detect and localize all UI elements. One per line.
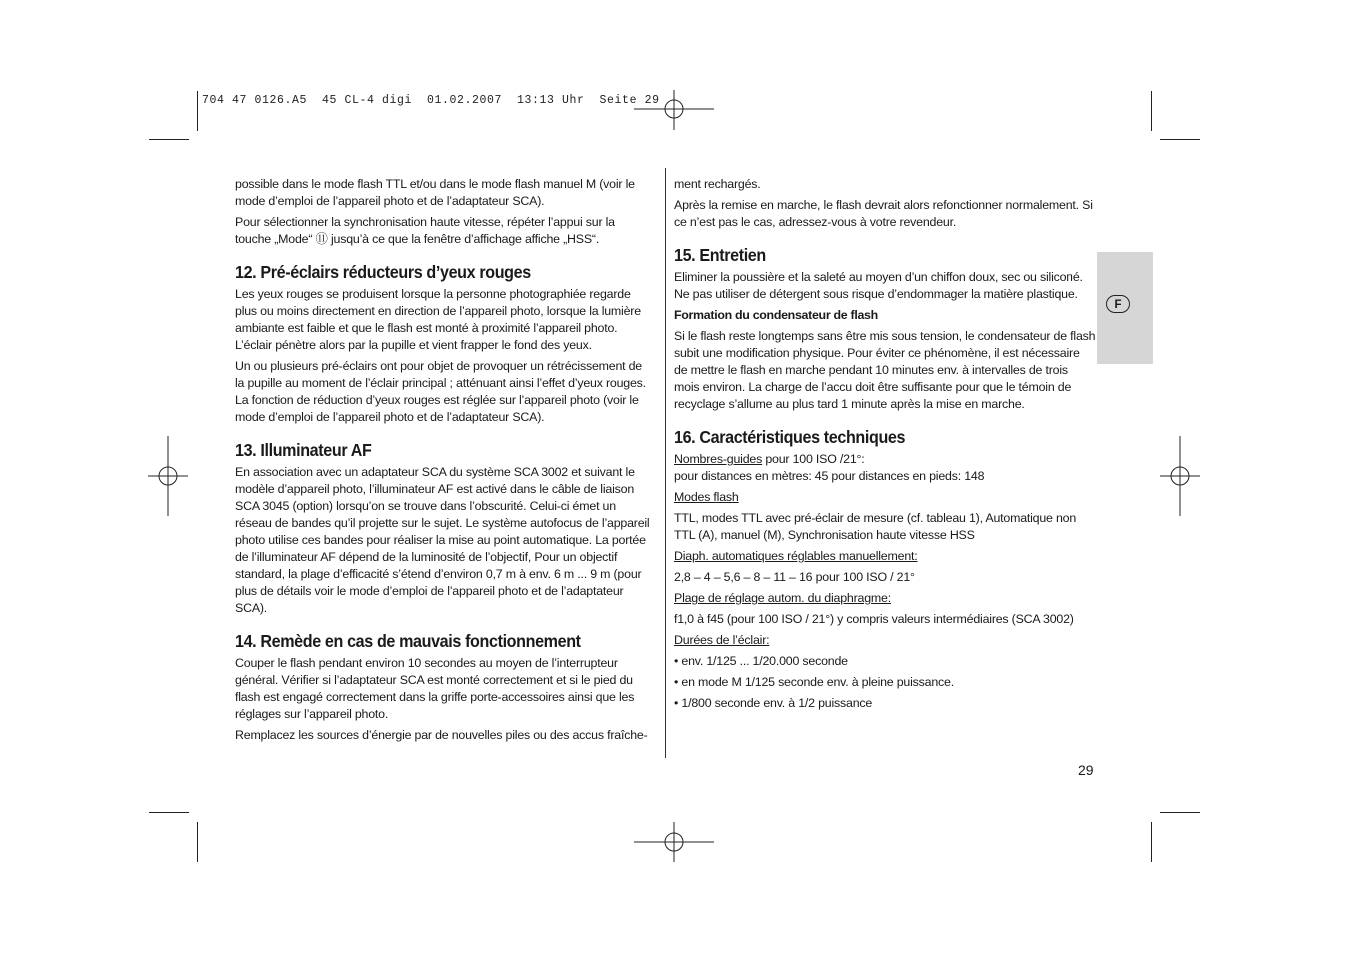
language-tab-label: F	[1106, 295, 1130, 313]
crop-mark	[1160, 812, 1200, 813]
page-number: 29	[1078, 762, 1094, 778]
crop-mark	[1151, 91, 1152, 131]
paragraph: Remplacez les sources d’énergie par de nouvelles piles ou des accus fraîche-	[235, 728, 648, 742]
section-heading-12: 12. Pré-éclairs réducteurs d’yeux rouges	[235, 262, 531, 282]
spec-value: f1,0 à f45 (pour 100 ISO / 21°) y compris valeurs intermédiaires (SCA 3002)	[674, 612, 1074, 626]
paragraph: Couper le flash pendant environ 10 secondes au moyen de l’interrupteur général. Vérifier si l’adaptateur SCA est monté correctement et si le pied du flash est engagé correctement dans la griffe porte-accessoires ainsi que les réglages sur l’appareil photo.	[235, 656, 635, 721]
spec-value: pour distances en mètres: 45 pour distances en pieds: 148	[674, 469, 985, 483]
print-slug: 704 47 0126.A5 45 CL-4 digi 01.02.2007 13:13 Uhr Seite 29	[202, 94, 660, 107]
list-item: • en mode M 1/125 seconde env. à pleine puissance.	[674, 674, 1096, 691]
crop-mark	[1151, 822, 1152, 862]
column-divider	[665, 168, 666, 758]
paragraph: possible dans le mode flash TTL et/ou dans le mode flash manuel M (voir le mode d’emploi de l’appareil photo et de l’adaptateur SCA).	[235, 177, 635, 208]
spec-guide-numbers	[674, 451, 1096, 468]
crop-mark	[197, 822, 198, 862]
paragraph: ment rechargés.	[674, 177, 761, 191]
crop-mark	[197, 91, 198, 131]
registration-mark-left	[148, 436, 188, 516]
spec-label: Nombres-guides	[674, 452, 763, 466]
section-heading-13: 13. Illuminateur AF	[235, 440, 372, 460]
registration-mark-right	[1160, 436, 1200, 516]
paragraph: Si le flash reste longtemps sans être mis sous tension, le condensateur de flash subit une modification physique. Pour éviter ce phénomène, il est nécessaire de mettre le flash en marche pendant 10 minutes env. à intervalles de trois mois environ. La charge de l’accu doit être suffisante pour que le témoin de recyclage s’allume au plus tard 1 minute après la mise en marche.	[674, 329, 1096, 411]
paragraph: Après la remise en marche, le flash devrait alors refonctionner normalement. Si ce n’est pas le cas, adressez-vous à votre revendeur.	[674, 198, 1093, 229]
paragraph: Eliminer la poussière et la saleté au moyen d’un chiffon doux, sec ou silicoпé. Ne pas utiliser de détergent sous risque d’endommager la matière plastique.	[674, 270, 1083, 301]
spec-label: Durées de l’éclair:	[674, 633, 770, 647]
spec-label: Modes flash	[674, 490, 739, 504]
subheading: Formation du condensateur de flash	[674, 308, 878, 322]
list-item: • env. 1/125 ... 1/20.000 seconde	[674, 653, 1096, 670]
section-heading-15: 15. Entretien	[674, 245, 766, 265]
crop-mark	[1160, 139, 1200, 140]
paragraph: En association avec un adaptateur SCA du système SCA 3002 et suivant le modèle d’appareil photo, l’illuminateur AF est activé dans le câble de liaison SCA 3045 (option) lorsqu’on se trouve dans l’obscurité. Celui-ci émet un réseau de bandes qu’il projette sur le sujet. Le système autofocus de l’appareil photo utilise ces bandes pour réaliser la mise au point automatique. La portée de l’illuminateur AF dépend de la luminosité de l’objectif, Pour un objectif standard, la plage d’efficacité s’étend d’environ 0,7 m à env. 6 m ... 9 m (pour plus de détails voir le mode d’emploi de l’appareil photo et de l’adaptateur SCA).	[235, 465, 650, 615]
spec-label: Plage de réglage autom. du diaphragme:	[674, 591, 891, 605]
section-heading-14: 14. Remède en cas de mauvais fonctionnement	[235, 631, 581, 651]
paragraph: Pour sélectionner la synchronisation haute vitesse, répéter l’appui sur la touche „Mode“ ⑪ jusqu’à ce que la fenêtre d’affichage affiche „HSS“.	[235, 215, 615, 246]
left-column	[235, 176, 653, 748]
crop-mark	[149, 139, 189, 140]
crop-mark	[149, 812, 189, 813]
registration-mark-bottom	[634, 822, 714, 862]
section-heading-16: 16. Caractéristiques techniques	[674, 427, 906, 447]
paragraph: Les yeux rouges se produisent lorsque la personne photographiée regarde plus ou moins directement en direction de l’appareil photo, lorsque la lumière ambiante est faible et que le flash est monté à proximité l’appareil photo. L’éclair pénètre alors par la pupille et vient frapper le fond des yeux.	[235, 287, 641, 352]
spec-label-rest: pour 100 ISO /21°:	[762, 452, 865, 466]
spec-label: Diaph. automatiques réglables manuellement:	[674, 549, 918, 563]
right-column	[674, 176, 1096, 716]
spec-value: 2,8 – 4 – 5,6 – 8 – 11 – 16 pour 100 ISO / 21°	[674, 570, 915, 584]
list-item: • 1/800 seconde env. à 1/2 puissance	[674, 695, 1096, 712]
spec-value: TTL, modes TTL avec pré-éclair de mesure (cf. tableau 1), Automatique non TTL (A), manuel (M), Synchronisation haute vitesse HSS	[674, 511, 1077, 542]
paragraph: Un ou plusieurs pré-éclairs ont pour objet de provoquer un rétrécissement de la pupille au moment de l’éclair principal ; atténuant ainsi l’effet d’yeux rouges. La fonction de réduction d’yeux rouges est réglée sur l’appareil photo (voir le mode d’emploi de l’appareil photo et de l’adaptateur SCA).	[235, 359, 646, 424]
